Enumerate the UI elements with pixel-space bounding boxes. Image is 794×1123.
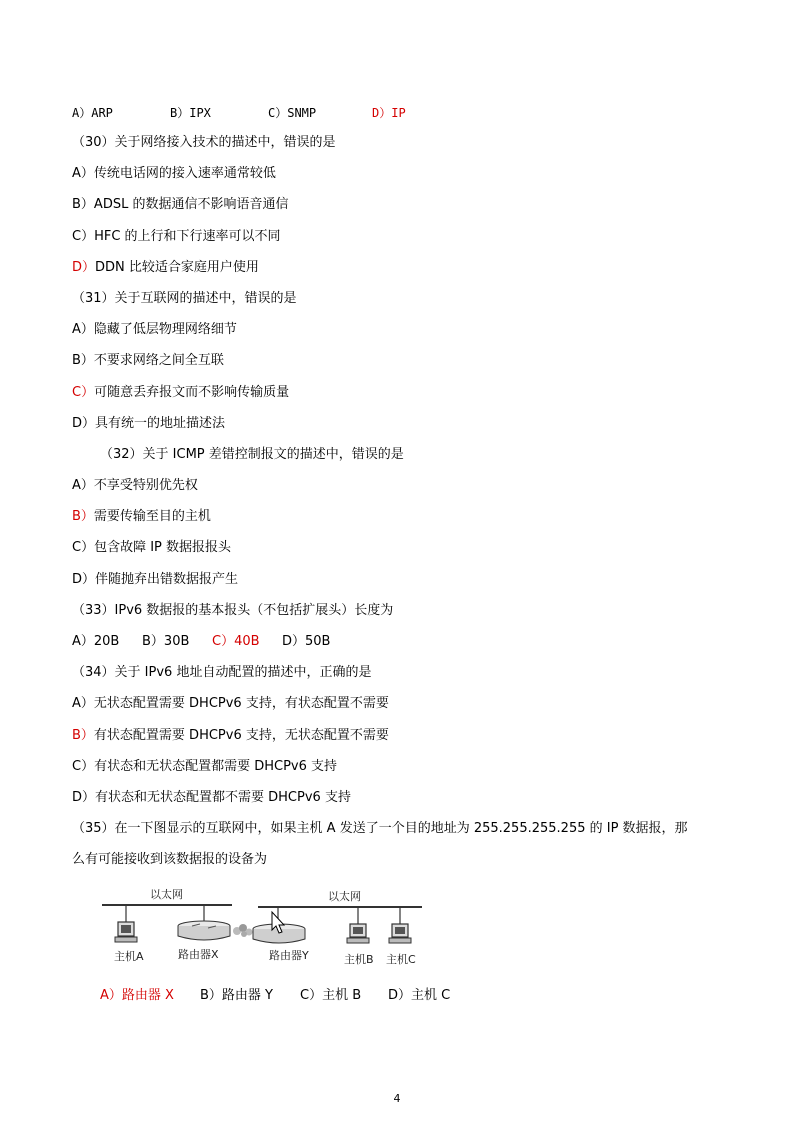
option-text: 隐藏了低层物理网络细节 <box>93 322 237 337</box>
q33-options <box>72 633 330 651</box>
q33-stem: （33）IPv6 数据报的基本报头（不包括扩展头）长度为 <box>72 603 394 618</box>
option-text: 不要求网络之间全互联 <box>93 353 224 368</box>
network-diagram <box>96 884 436 972</box>
q35-option-b: B）路由器 Y <box>200 988 273 1003</box>
q31-stem: （31）关于互联网的描述中，错误的是 <box>72 291 297 306</box>
option-text: HFC 的上行和下行速率可以不同 <box>94 229 281 244</box>
host-a-label: 主机A <box>114 950 144 963</box>
q34-option-c <box>72 758 337 776</box>
q34-option-d <box>72 789 351 807</box>
computer-icon-host-b <box>347 924 369 943</box>
option-text: 包含故障 IP 数据报报头 <box>94 540 232 555</box>
q29-option-d: D）IP <box>372 106 406 120</box>
q32-option-d <box>72 571 238 589</box>
option-letter: A） <box>72 166 94 181</box>
q30-option-a <box>72 165 276 183</box>
q32-option-c <box>72 539 231 557</box>
option-letter: A） <box>72 322 94 337</box>
q30-stem: （30）关于网络接入技术的描述中，错误的是 <box>72 135 336 150</box>
q34-option-a <box>72 695 389 713</box>
q29-option-a: A）ARP <box>72 106 113 120</box>
option-letter: A） <box>72 478 94 493</box>
option-letter: B） <box>72 197 94 212</box>
q32-stem: （32）关于 ICMP 差错控制报文的描述中，错误的是 <box>100 447 404 462</box>
ethernet-label-right: 以太网 <box>328 890 361 903</box>
host-c-label: 主机C <box>386 953 416 966</box>
q35-stem-line1: （35）在一下图显示的互联网中，如果主机 A 发送了一个目的地址为 255.255.255.255 的 IP 数据报，那 <box>72 821 688 836</box>
q30-option-c <box>72 228 281 246</box>
q29-option-c: C）SNMP <box>268 106 317 120</box>
q35-option-a: A）路由器 X <box>100 988 174 1003</box>
q31-option-d <box>72 415 225 433</box>
q33-option-a: A）20B <box>72 634 120 649</box>
q32-option-a <box>72 477 198 495</box>
option-letter: D） <box>72 572 96 587</box>
option-letter: C） <box>72 229 95 244</box>
option-text: 有状态配置需要 DHCPv6 支持，无状态配置不需要 <box>93 728 389 743</box>
option-text: 有状态和无状态配置都需要 DHCPv6 支持 <box>94 759 338 774</box>
q30-option-b <box>72 196 288 214</box>
option-text: 伴随抛弃出错数据报产生 <box>95 572 239 587</box>
q29-option-b: B）IPX <box>170 106 211 120</box>
router-y-label: 路由器Y <box>269 949 309 962</box>
q32-option-b <box>72 508 211 526</box>
option-text: 可随意丢弃报文而不影响传输质量 <box>94 385 290 400</box>
link-cloud-icon <box>233 924 253 937</box>
q30-option-d <box>72 259 259 277</box>
option-letter: C） <box>72 385 95 400</box>
router-x-label: 路由器X <box>178 948 219 961</box>
option-letter: D） <box>72 260 96 275</box>
option-letter: C） <box>72 540 95 555</box>
q34-option-b <box>72 727 389 745</box>
computer-icon-host-a <box>115 922 137 942</box>
option-text: ADSL 的数据通信不影响语音通信 <box>93 197 289 212</box>
option-text: 无状态配置需要 DHCPv6 支持，有状态配置不需要 <box>93 696 389 711</box>
q34-stem: （34）关于 IPv6 地址自动配置的描述中，正确的是 <box>72 665 372 680</box>
q29-options <box>72 104 406 122</box>
q31-option-a <box>72 321 237 339</box>
option-letter: A） <box>72 696 94 711</box>
option-text: 具有统一的地址描述法 <box>95 416 226 431</box>
option-letter: C） <box>72 759 95 774</box>
option-letter: B） <box>72 728 94 743</box>
option-letter: D） <box>72 416 96 431</box>
computer-icon-host-c <box>389 924 411 943</box>
page-number: 4 <box>393 1092 401 1105</box>
q33-option-c: C）40B <box>212 634 260 649</box>
host-b-label: 主机B <box>344 953 374 966</box>
option-text: 需要传输至目的主机 <box>93 509 211 524</box>
option-text: 有状态和无状态配置都不需要 DHCPv6 支持 <box>95 790 351 805</box>
q35-options <box>100 987 450 1005</box>
ethernet-label-left: 以太网 <box>150 888 183 901</box>
q33-option-d: D）50B <box>282 634 331 649</box>
q33-option-b: B）30B <box>142 634 190 649</box>
option-text: DDN 比较适合家庭用户使用 <box>95 260 259 275</box>
q31-option-c <box>72 384 289 402</box>
option-text: 传统电话网的接入速率通常较低 <box>93 166 276 181</box>
q35-option-d: D）主机 C <box>388 988 451 1003</box>
option-letter: D） <box>72 790 96 805</box>
q35-option-c: C）主机 B <box>300 988 362 1003</box>
router-icon-x <box>178 921 230 940</box>
q35-stem-line2: 么有可能接收到该数据报的设备为 <box>72 852 268 867</box>
option-letter: B） <box>72 509 94 524</box>
option-text: 不享受特别优先权 <box>93 478 198 493</box>
q31-option-b <box>72 352 224 370</box>
option-letter: B） <box>72 353 94 368</box>
